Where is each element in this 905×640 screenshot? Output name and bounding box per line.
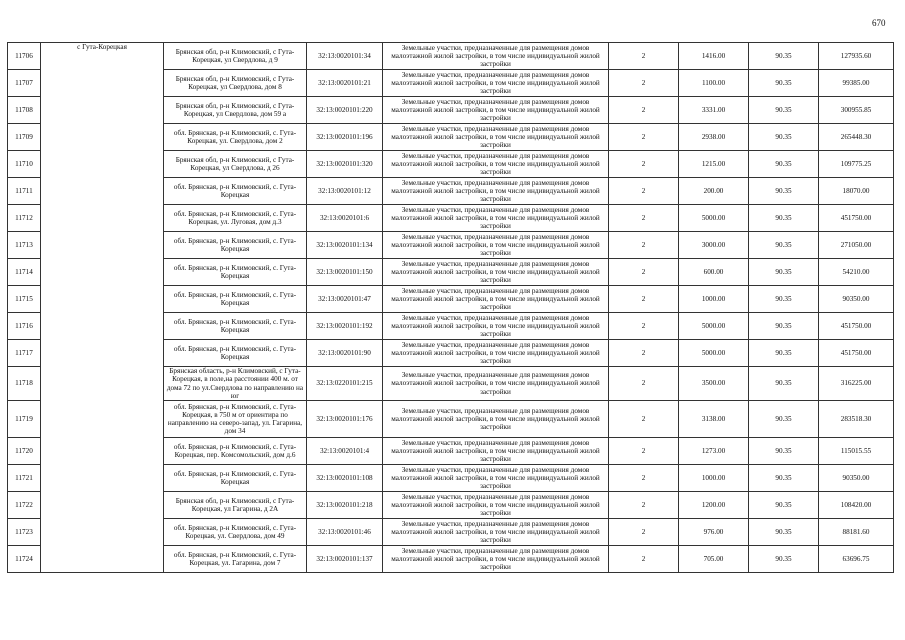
address-cell: обл. Брянская, р-н Климовский, с. Гута-Корецкая <box>164 465 307 492</box>
land-use-cell: Земельные участки, предназначенные для размещения домов малоэтажной жилой застройки, в том числе индивидуальной жилой застройки <box>383 438 609 465</box>
area-cell: 3500.00 <box>679 367 749 401</box>
rate-cell: 90.35 <box>749 124 819 151</box>
cadastral-value-cell: 271050.00 <box>819 232 894 259</box>
land-use-cell: Земельные участки, предназначенные для размещения домов малоэтажной жилой застройки, в том числе индивидуальной жилой застройки <box>383 232 609 259</box>
address-cell: обл. Брянская, р-н Климовский, с. Гута-Корецкая, пер. Комсомольский, дом д.6 <box>164 438 307 465</box>
address-cell: Брянская обл, р-н Климовский, с Гута-Корецкая, ул Свердлова, д 9 <box>164 43 307 70</box>
cadastral-number-cell: 32:13:0020101:108 <box>307 465 383 492</box>
area-cell: 5000.00 <box>679 205 749 232</box>
area-cell: 5000.00 <box>679 340 749 367</box>
cadastral-table-wrap <box>7 42 893 573</box>
category-cell: 2 <box>609 97 679 124</box>
land-use-cell: Земельные участки, предназначенные для размещения домов малоэтажной жилой застройки, в том числе индивидуальной жилой застройки <box>383 286 609 313</box>
area-cell: 1000.00 <box>679 286 749 313</box>
rate-cell: 90.35 <box>749 313 819 340</box>
land-use-cell: Земельные участки, предназначенные для размещения домов малоэтажной жилой застройки, в том числе индивидуальной жилой застройки <box>383 465 609 492</box>
address-cell: обл. Брянская, р-н Климовский, с. Гута-Корецкая, ул. Свердлова, дом 49 <box>164 519 307 546</box>
cadastral-number-cell: 32:13:0020101:4 <box>307 438 383 465</box>
area-cell: 3000.00 <box>679 232 749 259</box>
rate-cell: 90.35 <box>749 367 819 401</box>
cadastral-number-cell: 32:13:0020101:320 <box>307 151 383 178</box>
land-use-cell: Земельные участки, предназначенные для размещения домов малоэтажной жилой застройки, в том числе индивидуальной жилой застройки <box>383 178 609 205</box>
category-cell: 2 <box>609 367 679 401</box>
address-cell: Брянская обл, р-н Климовский, с Гута-Корецкая, ул Свердлова, дом 8 <box>164 70 307 97</box>
rate-cell: 90.35 <box>749 43 819 70</box>
area-cell: 1215.00 <box>679 151 749 178</box>
cadastral-value-cell: 18070.00 <box>819 178 894 205</box>
cadastral-value-cell: 451750.00 <box>819 205 894 232</box>
row-number: 11712 <box>8 205 41 232</box>
cadastral-value-table <box>7 42 894 573</box>
area-cell: 3138.00 <box>679 401 749 438</box>
row-number: 11709 <box>8 124 41 151</box>
address-cell: Брянская обл, р-н Климовский, с Гута-Корецкая, ул Гагарина, д 2А <box>164 492 307 519</box>
address-cell: обл. Брянская, р-н Климовский, с. Гута-Корецкая <box>164 313 307 340</box>
area-cell: 2938.00 <box>679 124 749 151</box>
area-cell: 3331.00 <box>679 97 749 124</box>
land-use-cell: Земельные участки, предназначенные для размещения домов малоэтажной жилой застройки, в том числе индивидуальной жилой застройки <box>383 43 609 70</box>
rate-cell: 90.35 <box>749 519 819 546</box>
land-use-cell: Земельные участки, предназначенные для размещения домов малоэтажной жилой застройки, в том числе индивидуальной жилой застройки <box>383 205 609 232</box>
cadastral-value-cell: 88181.60 <box>819 519 894 546</box>
cadastral-number-cell: 32:13:0020101:34 <box>307 43 383 70</box>
area-cell: 976.00 <box>679 519 749 546</box>
cadastral-value-cell: 54210.00 <box>819 259 894 286</box>
address-cell: обл. Брянская, р-н Климовский, с. Гута-Корецкая, ул. Луговая, дом д.3 <box>164 205 307 232</box>
row-number: 11723 <box>8 519 41 546</box>
row-number: 11717 <box>8 340 41 367</box>
category-cell: 2 <box>609 178 679 205</box>
land-use-cell: Земельные участки, предназначенные для размещения домов малоэтажной жилой застройки, в том числе индивидуальной жилой застройки <box>383 259 609 286</box>
cadastral-number-cell: 32:13:0220101:215 <box>307 367 383 401</box>
address-cell: Брянская обл, р-н Климовский, с Гута-Корецкая, ул Свердлова, д 26 <box>164 151 307 178</box>
cadastral-value-cell: 108420.00 <box>819 492 894 519</box>
cadastral-number-cell: 32:13:0020101:196 <box>307 124 383 151</box>
category-cell: 2 <box>609 438 679 465</box>
cadastral-number-cell: 32:13:0020101:6 <box>307 205 383 232</box>
row-number: 11713 <box>8 232 41 259</box>
cadastral-value-cell: 451750.00 <box>819 340 894 367</box>
cadastral-number-cell: 32:13:0020101:21 <box>307 70 383 97</box>
category-cell: 2 <box>609 492 679 519</box>
rate-cell: 90.35 <box>749 205 819 232</box>
category-cell: 2 <box>609 43 679 70</box>
row-number: 11718 <box>8 367 41 401</box>
category-cell: 2 <box>609 70 679 97</box>
area-cell: 5000.00 <box>679 313 749 340</box>
area-cell: 1416.00 <box>679 43 749 70</box>
rate-cell: 90.35 <box>749 546 819 573</box>
rate-cell: 90.35 <box>749 465 819 492</box>
row-number: 11706 <box>8 43 41 70</box>
address-cell: обл. Брянская, р-н Климовский, с. Гута-Корецкая <box>164 232 307 259</box>
cadastral-value-cell: 115015.55 <box>819 438 894 465</box>
rate-cell: 90.35 <box>749 97 819 124</box>
cadastral-number-cell: 32:13:0020101:12 <box>307 178 383 205</box>
land-use-cell: Земельные участки, предназначенные для размещения домов малоэтажной жилой застройки, в том числе индивидуальной жилой застройки <box>383 97 609 124</box>
row-number: 11710 <box>8 151 41 178</box>
cadastral-value-cell: 265448.30 <box>819 124 894 151</box>
rate-cell: 90.35 <box>749 178 819 205</box>
address-cell: обл. Брянская, р-н Климовский, с. Гута-Корецкая <box>164 178 307 205</box>
cadastral-number-cell: 32:13:0020101:134 <box>307 232 383 259</box>
rate-cell: 90.35 <box>749 70 819 97</box>
cadastral-number-cell: 32:13:0020101:220 <box>307 97 383 124</box>
land-use-cell: Земельные участки, предназначенные для размещения домов малоэтажной жилой застройки, в том числе индивидуальной жилой застройки <box>383 519 609 546</box>
locality-cell: с Гута-Корецкая <box>41 43 164 573</box>
cadastral-number-cell: 32:13:0020101:218 <box>307 492 383 519</box>
row-number: 11714 <box>8 259 41 286</box>
cadastral-number-cell: 32:13:0020101:137 <box>307 546 383 573</box>
address-cell: обл. Брянская, р-н Климовский, с. Гута-Корецкая <box>164 340 307 367</box>
row-number: 11719 <box>8 401 41 438</box>
address-cell: Брянская обл, р-н Климовский, с Гута-Корецкая, ул Свердлова, дом 59 а <box>164 97 307 124</box>
rate-cell: 90.35 <box>749 401 819 438</box>
address-cell: обл. Брянская, р-н Климовский, с. Гута-Корецкая <box>164 259 307 286</box>
address-cell: обл. Брянская, р-н Климовский, с. Гута-Корецкая, ул. Гагарина, дом 7 <box>164 546 307 573</box>
cadastral-value-cell: 127935.60 <box>819 43 894 70</box>
area-cell: 1000.00 <box>679 465 749 492</box>
category-cell: 2 <box>609 286 679 313</box>
row-number: 11711 <box>8 178 41 205</box>
cadastral-value-cell: 451750.00 <box>819 313 894 340</box>
area-cell: 1100.00 <box>679 70 749 97</box>
cadastral-number-cell: 32:13:0020101:150 <box>307 259 383 286</box>
category-cell: 2 <box>609 401 679 438</box>
category-cell: 2 <box>609 519 679 546</box>
area-cell: 1200.00 <box>679 492 749 519</box>
address-cell: Брянская область, р-н Климовский, с Гута-Корецкая, в поле,на расстоянии 400 м. от дома 72 по ул.Свердлова по направлению на юг <box>164 367 307 401</box>
cadastral-value-cell: 99385.00 <box>819 70 894 97</box>
rate-cell: 90.35 <box>749 492 819 519</box>
row-number: 11716 <box>8 313 41 340</box>
land-use-cell: Земельные участки, предназначенные для размещения домов малоэтажной жилой застройки, в том числе индивидуальной жилой застройки <box>383 124 609 151</box>
row-number: 11715 <box>8 286 41 313</box>
rate-cell: 90.35 <box>749 438 819 465</box>
cadastral-number-cell: 32:13:0020101:47 <box>307 286 383 313</box>
address-cell: обл. Брянская, р-н Климовский, с. Гута-Корецкая <box>164 286 307 313</box>
rate-cell: 90.35 <box>749 151 819 178</box>
row-number: 11721 <box>8 465 41 492</box>
category-cell: 2 <box>609 313 679 340</box>
cadastral-number-cell: 32:13:0020101:46 <box>307 519 383 546</box>
cadastral-value-cell: 90350.00 <box>819 465 894 492</box>
land-use-cell: Земельные участки, предназначенные для размещения домов малоэтажной жилой застройки, в том числе индивидуальной жилой застройки <box>383 546 609 573</box>
page-number: 670 <box>872 18 886 28</box>
category-cell: 2 <box>609 232 679 259</box>
table-row <box>8 43 894 70</box>
land-use-cell: Земельные участки, предназначенные для размещения домов малоэтажной жилой застройки, в том числе индивидуальной жилой застройки <box>383 313 609 340</box>
area-cell: 200.00 <box>679 178 749 205</box>
address-cell: обл. Брянская, р-н Климовский, с. Гута-Корецкая, в 750 м от ориентира по направлению на северо-запад, ул. Гагарина, дом 34 <box>164 401 307 438</box>
land-use-cell: Земельные участки, предназначенные для размещения домов малоэтажной жилой застройки, в том числе индивидуальной жилой застройки <box>383 151 609 178</box>
land-use-cell: Земельные участки, предназначенные для размещения домов малоэтажной жилой застройки, в том числе индивидуальной жилой застройки <box>383 492 609 519</box>
land-use-cell: Земельные участки, предназначенные для размещения домов малоэтажной жилой застройки, в том числе индивидуальной жилой застройки <box>383 367 609 401</box>
rate-cell: 90.35 <box>749 259 819 286</box>
cadastral-value-cell: 316225.00 <box>819 367 894 401</box>
row-number: 11724 <box>8 546 41 573</box>
rate-cell: 90.35 <box>749 340 819 367</box>
cadastral-number-cell: 32:13:0020101:90 <box>307 340 383 367</box>
row-number: 11707 <box>8 70 41 97</box>
row-number: 11722 <box>8 492 41 519</box>
table-body <box>8 43 894 573</box>
category-cell: 2 <box>609 151 679 178</box>
row-number: 11708 <box>8 97 41 124</box>
row-number: 11720 <box>8 438 41 465</box>
category-cell: 2 <box>609 465 679 492</box>
area-cell: 705.00 <box>679 546 749 573</box>
category-cell: 2 <box>609 124 679 151</box>
rate-cell: 90.35 <box>749 286 819 313</box>
cadastral-value-cell: 283518.30 <box>819 401 894 438</box>
category-cell: 2 <box>609 546 679 573</box>
cadastral-value-cell: 300955.85 <box>819 97 894 124</box>
cadastral-value-cell: 63696.75 <box>819 546 894 573</box>
land-use-cell: Земельные участки, предназначенные для размещения домов малоэтажной жилой застройки, в том числе индивидуальной жилой застройки <box>383 340 609 367</box>
land-use-cell: Земельные участки, предназначенные для размещения домов малоэтажной жилой застройки, в том числе индивидуальной жилой застройки <box>383 70 609 97</box>
rate-cell: 90.35 <box>749 232 819 259</box>
area-cell: 600.00 <box>679 259 749 286</box>
address-cell: обл. Брянская, р-н Климовский, с. Гута-Корецкая, ул. Свердлова, дом 2 <box>164 124 307 151</box>
area-cell: 1273.00 <box>679 438 749 465</box>
cadastral-value-cell: 109775.25 <box>819 151 894 178</box>
cadastral-number-cell: 32:13:0020101:192 <box>307 313 383 340</box>
category-cell: 2 <box>609 259 679 286</box>
cadastral-value-cell: 90350.00 <box>819 286 894 313</box>
cadastral-number-cell: 32:13:0020101:176 <box>307 401 383 438</box>
category-cell: 2 <box>609 205 679 232</box>
category-cell: 2 <box>609 340 679 367</box>
land-use-cell: Земельные участки, предназначенные для размещения домов малоэтажной жилой застройки, в том числе индивидуальной жилой застройки <box>383 401 609 438</box>
